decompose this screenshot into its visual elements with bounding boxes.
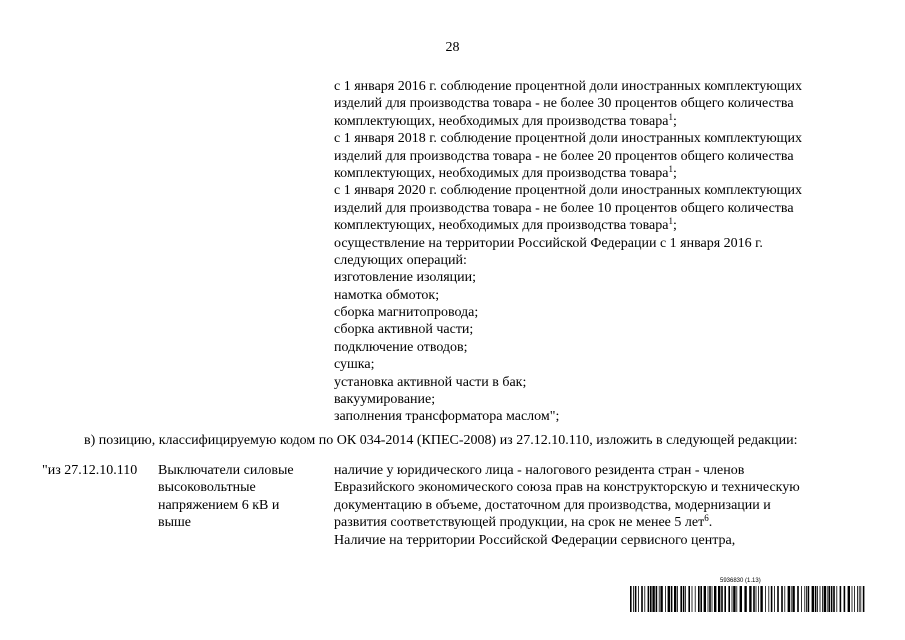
barcode-bar <box>822 586 823 612</box>
text-line-text: изготовление изоляции; <box>334 270 477 286</box>
text-line-text: сборка магнитопровода; <box>334 305 479 321</box>
text-line-punct: ; <box>672 165 677 181</box>
barcode-bar <box>700 586 702 612</box>
barcode-bar <box>698 586 700 612</box>
requirement-line <box>334 497 894 514</box>
text-line <box>334 391 894 408</box>
barcode-bar <box>820 586 821 612</box>
text-line-text: комплектующих, необходимых для производства товара <box>334 218 669 234</box>
barcode-bar <box>844 586 846 612</box>
barcode-bar <box>677 586 678 612</box>
text-line-punct: ; <box>672 218 677 234</box>
text-line-text: следующих операций: <box>334 252 467 268</box>
text-line-text: комплектующих, необходимых для производства товара <box>334 165 669 181</box>
barcode-bar <box>650 586 652 612</box>
requirement-line <box>334 462 894 479</box>
requirement-line-punct: . <box>708 515 713 531</box>
barcode-bar <box>674 586 676 612</box>
footnote-marker[interactable]: 1 <box>668 216 673 227</box>
barcode-bar <box>848 586 850 612</box>
text-line <box>334 95 894 112</box>
barcode-bar <box>671 586 673 612</box>
barcode-bar <box>831 586 833 612</box>
barcode-bar <box>806 586 807 612</box>
barcode-bar <box>765 586 766 612</box>
barcode-bar <box>828 586 830 612</box>
barcode-bar <box>824 586 826 612</box>
barcode-bar <box>695 586 696 612</box>
requirement-line <box>334 479 894 496</box>
barcode-bar <box>712 586 713 612</box>
barcode-bar <box>641 586 643 612</box>
barcode-bar <box>648 586 650 612</box>
text-line-text: изделий для производства товара - не более 30 процентов общего количества <box>334 96 794 112</box>
barcode-bar <box>638 586 639 612</box>
barcode-bar <box>724 586 726 612</box>
barcode-bar <box>733 586 735 612</box>
barcode-bar <box>659 586 660 612</box>
barcode-bar <box>732 586 733 612</box>
text-line-text: установка активной части в бак; <box>334 374 527 390</box>
barcode-bar <box>836 586 837 612</box>
product-name-line: выше <box>158 515 192 531</box>
barcode-bar <box>721 586 723 612</box>
barcode-bar <box>736 586 737 612</box>
barcode-bar <box>859 586 860 612</box>
barcode-bar <box>633 586 634 612</box>
barcode-bar <box>688 586 690 612</box>
requirement-line-text: Евразийского экономического союза прав на конструкторскую и техническую <box>334 480 800 496</box>
barcode-bar <box>692 586 693 612</box>
requirement-line <box>334 514 894 531</box>
barcode-bar <box>749 586 751 612</box>
barcode-bar <box>680 586 682 612</box>
barcode-bar <box>660 586 662 612</box>
text-line <box>334 287 894 304</box>
text-line <box>334 182 894 199</box>
barcode-bar <box>804 586 805 612</box>
text-line-text: с 1 января 2016 г. соблюдение процентной доли иностранных комплектующих <box>334 79 802 94</box>
barcode-bar <box>718 586 720 612</box>
footnote-marker[interactable]: 1 <box>668 111 673 122</box>
product-name-line: Выключатели силовые <box>158 463 294 478</box>
text-line <box>334 200 894 217</box>
footnote-marker[interactable]: 6 <box>704 513 709 524</box>
text-line-text: с 1 января 2020 г. соблюдение процентной доли иностранных комплектующих <box>334 183 802 199</box>
text-line <box>334 130 894 147</box>
requirement-line-text: наличие у юридического лица - налогового резидента стран - членов <box>334 463 745 478</box>
barcode-bar <box>815 586 817 612</box>
text-line-text: подключение отводов; <box>334 339 468 355</box>
text-line-text: вакуумирование; <box>334 392 436 408</box>
paragraph-v: в) позицию, классифицируемую кодом по ОК 034-2014 (КПЕС-2008) из 27.12.10.110, изложить в следующей редакции: <box>84 433 798 448</box>
barcode-bar <box>665 586 666 612</box>
barcode-bar <box>852 586 853 612</box>
barcode-bar <box>857 586 858 612</box>
text-line <box>334 113 894 130</box>
barcode-bar <box>685 586 686 612</box>
barcode-bar <box>644 586 645 612</box>
barcode-bar <box>808 586 810 612</box>
requirement-line-text: Наличие на территории Российской Федерации сервисного центра, <box>334 532 736 548</box>
barcode-bar <box>792 586 794 612</box>
barcode-bar <box>827 586 828 612</box>
barcode-bar <box>708 586 709 612</box>
barcode-bar <box>774 586 775 612</box>
barcode-bar <box>756 586 757 612</box>
text-line <box>334 269 894 286</box>
text-line-text: сушка; <box>334 357 375 373</box>
barcode-bar <box>860 586 861 612</box>
barcode-bar <box>797 586 799 612</box>
barcode-bar <box>801 586 802 612</box>
barcode-bar <box>817 586 818 612</box>
text-line <box>334 217 894 234</box>
barcode-bar <box>714 586 716 612</box>
text-line <box>334 165 894 182</box>
text-line-text: намотка обмоток; <box>334 287 440 303</box>
barcode-bar <box>668 586 670 612</box>
barcode-bar <box>740 586 742 612</box>
text-line-text: сборка активной части; <box>334 322 474 338</box>
barcode-bar <box>768 586 769 612</box>
text-line-text: осуществление на территории Российской Федерации с 1 января 2016 г. <box>334 235 763 251</box>
barcode-bar <box>704 586 706 612</box>
barcode-bar <box>709 586 711 612</box>
requirements-text-block <box>334 78 894 426</box>
product-requirements <box>334 462 894 549</box>
text-line <box>334 304 894 321</box>
text-line-punct: ; <box>672 113 677 129</box>
barcode-bar <box>840 586 842 612</box>
text-line-text: с 1 января 2018 г. соблюдение процентной доли иностранных комплектующих <box>334 131 802 147</box>
barcode-bar <box>771 586 773 612</box>
text-line <box>334 356 894 373</box>
text-line <box>334 321 894 338</box>
product-name-line: напряжением 6 кВ и <box>158 497 280 513</box>
barcode-bar <box>781 586 783 612</box>
barcode-bar <box>635 586 637 612</box>
text-line <box>334 374 894 391</box>
barcode-bar <box>863 586 865 612</box>
text-line <box>334 78 894 95</box>
text-line-text: изделий для производства товара - не более 10 процентов общего количества <box>334 200 794 216</box>
barcode-bar <box>833 586 835 612</box>
barcode-bar <box>630 586 632 612</box>
text-line <box>334 235 894 252</box>
requirement-line-text: развития соответствующей продукции, на срок не менее 5 лет <box>334 515 705 531</box>
barcode-bar <box>791 586 792 612</box>
barcode-label: 5936830 (1.13) <box>720 578 761 584</box>
page-number: 28 <box>445 40 460 55</box>
text-line <box>334 252 894 269</box>
text-line <box>334 148 894 165</box>
text-line <box>334 408 894 425</box>
barcode-bar <box>760 586 762 612</box>
barcode-bar <box>656 586 658 612</box>
barcode-bar <box>812 586 814 612</box>
requirement-line <box>334 532 894 549</box>
requirement-line-text: документацию в объеме, достаточном для производства, модернизации и <box>334 497 771 513</box>
text-line-text: заполнения трансформатора маслом"; <box>334 409 560 425</box>
barcode-bar <box>784 586 785 612</box>
barcode-bar <box>652 586 654 612</box>
text-line-text: комплектующих, необходимых для производства товара <box>334 113 669 129</box>
product-name <box>158 462 328 532</box>
barcode-bar <box>728 586 730 612</box>
footnote-marker[interactable]: 1 <box>668 163 673 174</box>
product-code: "из 27.12.10.110 <box>42 463 138 478</box>
barcode-bar <box>777 586 779 612</box>
text-line-text: изделий для производства товара - не более 20 процентов общего количества <box>334 148 794 164</box>
barcode-bar <box>753 586 755 612</box>
barcode-bar <box>854 586 855 612</box>
barcode-bar <box>744 586 746 612</box>
barcode-bar <box>788 586 790 612</box>
barcode-bar <box>683 586 685 612</box>
product-name-line: высоковольтные <box>158 480 256 496</box>
barcode <box>630 586 865 612</box>
text-line <box>334 339 894 356</box>
barcode-bar <box>758 586 759 612</box>
